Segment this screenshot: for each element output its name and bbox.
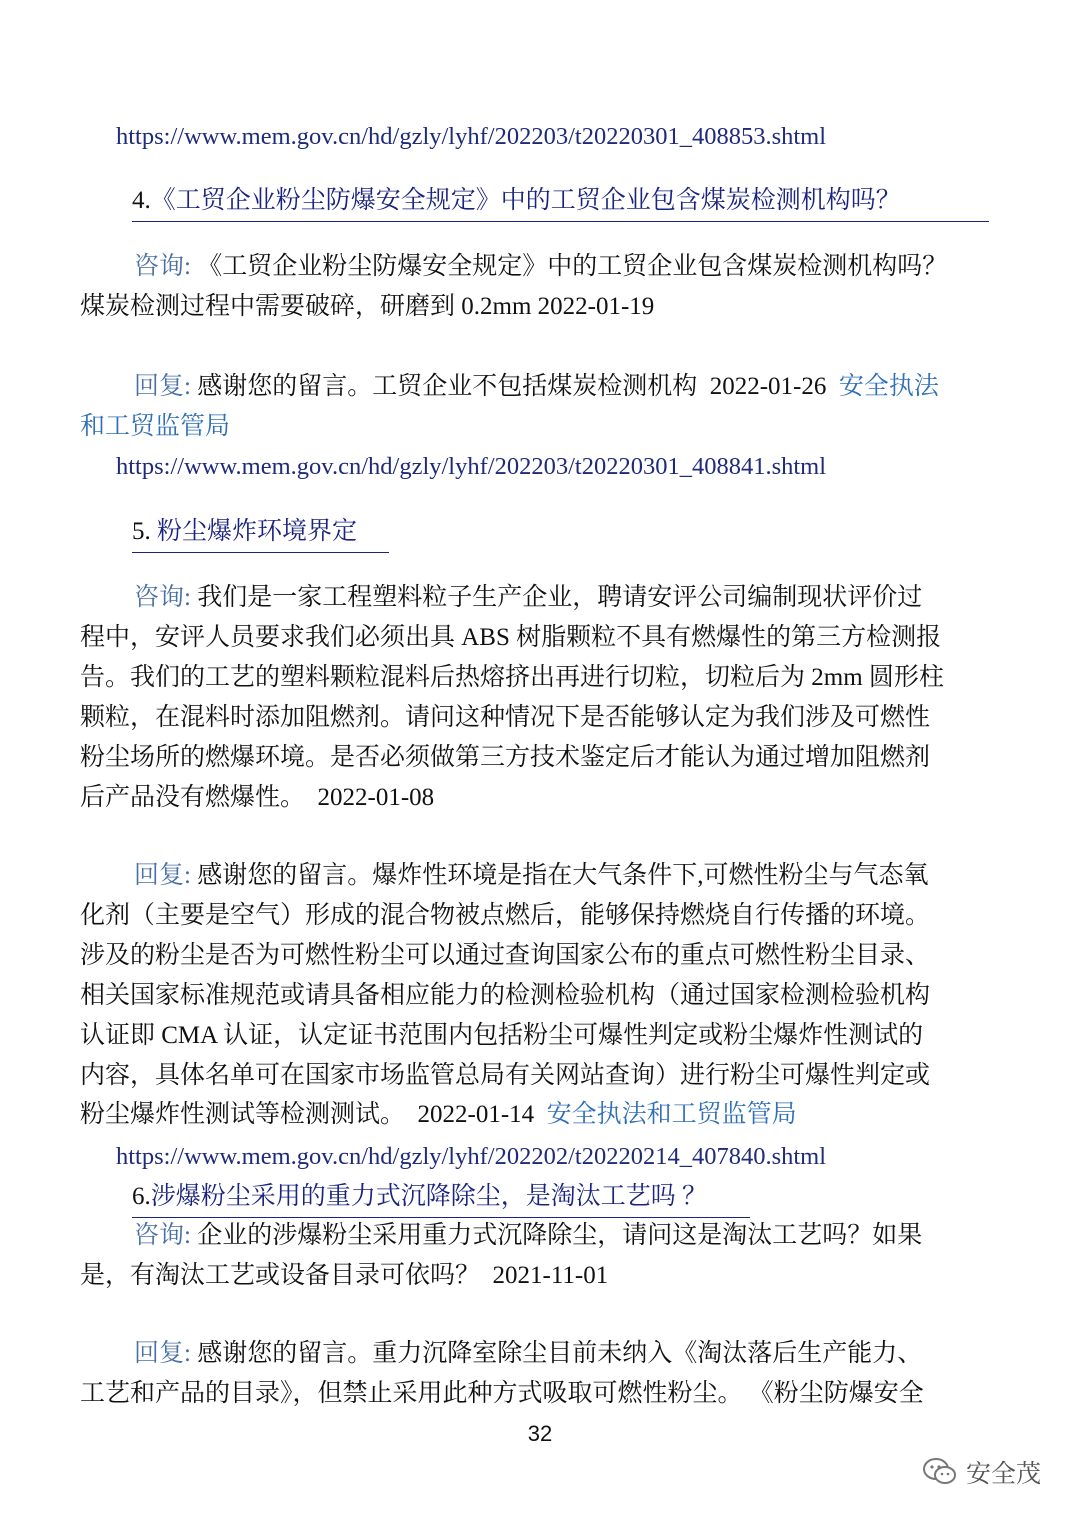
inquiry-line <box>134 1216 922 1256</box>
question-6-heading <box>132 1177 750 1218</box>
reply-text: 感谢您的留言。重力沉降室除尘目前未纳入《淘汰落后生产能力、 <box>190 1340 923 1367</box>
reply-label: 回复: <box>134 862 191 889</box>
inquiry-line <box>134 578 922 618</box>
reply-text: 感谢您的留言。爆炸性环境是指在大气条件下,可燃性粉尘与气态氧 <box>190 862 929 889</box>
inquiry-line <box>134 247 947 287</box>
reply-line <box>134 1334 922 1374</box>
inquiry-line: 颗粒，在混料时添加阻燃剂。请问这种情况下是否能够认定为我们涉及可燃性 <box>80 704 931 731</box>
inquiry-label: 咨询: <box>134 1222 191 1249</box>
reply-line: 相关国家标准规范或请具备相应能力的检测检验机构（通过国家检测检验机构 <box>80 982 931 1009</box>
reply-line: 认证即 CMA 认证，认定证书范围内包括粉尘可爆性判定或粉尘爆炸性测试的 <box>80 1022 924 1049</box>
inquiry-line: 程中，安评人员要求我们必须出具 ABS 树脂颗粒不具有燃爆性的第三方检测报 <box>80 624 942 651</box>
reference-url[interactable]: https://www.mem.gov.cn/hd/gzly/lyhf/202203/t20220301_408841.shtml <box>116 453 827 480</box>
inquiry-text: 《工贸企业粉尘防爆安全规定》中的工贸企业包含煤炭检测机构吗？ <box>190 253 948 280</box>
inquiry-label: 咨询: <box>134 253 191 280</box>
wechat-icon <box>922 1457 958 1487</box>
question-title: 粉尘爆炸环境界定 <box>150 518 358 545</box>
inquiry-text: 企业的涉爆粉尘采用重力式沉降除尘，请问这是淘汰工艺吗？如果 <box>190 1222 923 1249</box>
inquiry-text: 我们是一家工程塑料粒子生产企业，聘请安评公司编制现状评价过 <box>190 584 923 611</box>
inquiry-line: 告。我们的工艺的塑料颗粒混料后热熔挤出再进行切粒，切粒后为 2mm 圆形柱 <box>80 664 944 691</box>
reply-line <box>134 856 928 896</box>
reply-label: 回复: <box>134 373 191 400</box>
reply-line: 化剂（主要是空气）形成的混合物被点燃后，能够保持燃烧自行传播的环境。 <box>80 902 931 929</box>
inquiry-line: 是，有淘汰工艺或设备目录可依吗？ 2021-11-01 <box>80 1262 609 1289</box>
question-5-heading <box>132 512 389 553</box>
question-number: 5. <box>132 518 151 545</box>
question-number: 6. <box>132 1183 151 1210</box>
question-4-heading <box>132 181 989 222</box>
inquiry-line: 粉尘场所的燃爆环境。是否必须做第三方技术鉴定后才能认为通过增加阻燃剂 <box>80 744 931 771</box>
reference-url[interactable]: https://www.mem.gov.cn/hd/gzly/lyhf/202202/t20220214_407840.shtml <box>116 1143 827 1170</box>
watermark-text: 安全茂 <box>966 1459 1042 1488</box>
inquiry-line: 后产品没有燃爆性。 2022-01-08 <box>80 784 435 811</box>
reply-text: 粉尘爆炸性测试等检测测试。 2022-01-14 <box>80 1101 547 1128</box>
question-number: 4. <box>132 187 151 214</box>
page-number: 32 <box>527 1421 553 1446</box>
question-title: 《工贸企业粉尘防爆安全规定》中的工贸企业包含煤炭检测机构吗？ <box>150 187 901 214</box>
reply-org: 安全执法 <box>838 373 939 400</box>
question-title: 涉爆粉尘采用的重力式沉降除尘，是淘汰工艺吗 ？ <box>150 1183 708 1210</box>
reply-text: 感谢您的留言。工贸企业不包括煤炭检测机构 2022-01-26 <box>190 373 839 400</box>
reply-line <box>80 1095 797 1135</box>
reply-line: 涉及的粉尘是否为可燃性粉尘可以通过查询国家公布的重点可燃性粉尘目录、 <box>80 942 931 969</box>
reply-org: 安全执法和工贸监管局 <box>546 1101 797 1128</box>
watermark <box>922 1452 1041 1492</box>
inquiry-label: 咨询: <box>134 584 191 611</box>
reply-line <box>134 367 939 407</box>
reply-label: 回复: <box>134 1340 191 1367</box>
reply-line: 内容，具体名单可在国家市场监管总局有关网站查询）进行粉尘可爆性判定或 <box>80 1062 931 1089</box>
inquiry-line: 煤炭检测过程中需要破碎，研磨到 0.2mm 2022-01-19 <box>80 293 655 320</box>
reply-org: 和工贸监管局 <box>80 413 231 440</box>
reference-url[interactable]: https://www.mem.gov.cn/hd/gzly/lyhf/202203/t20220301_408853.shtml <box>116 123 827 150</box>
reply-line: 工艺和产品的目录》，但禁止采用此种方式吸取可燃性粉尘。 《粉尘防爆安全 <box>80 1380 924 1407</box>
